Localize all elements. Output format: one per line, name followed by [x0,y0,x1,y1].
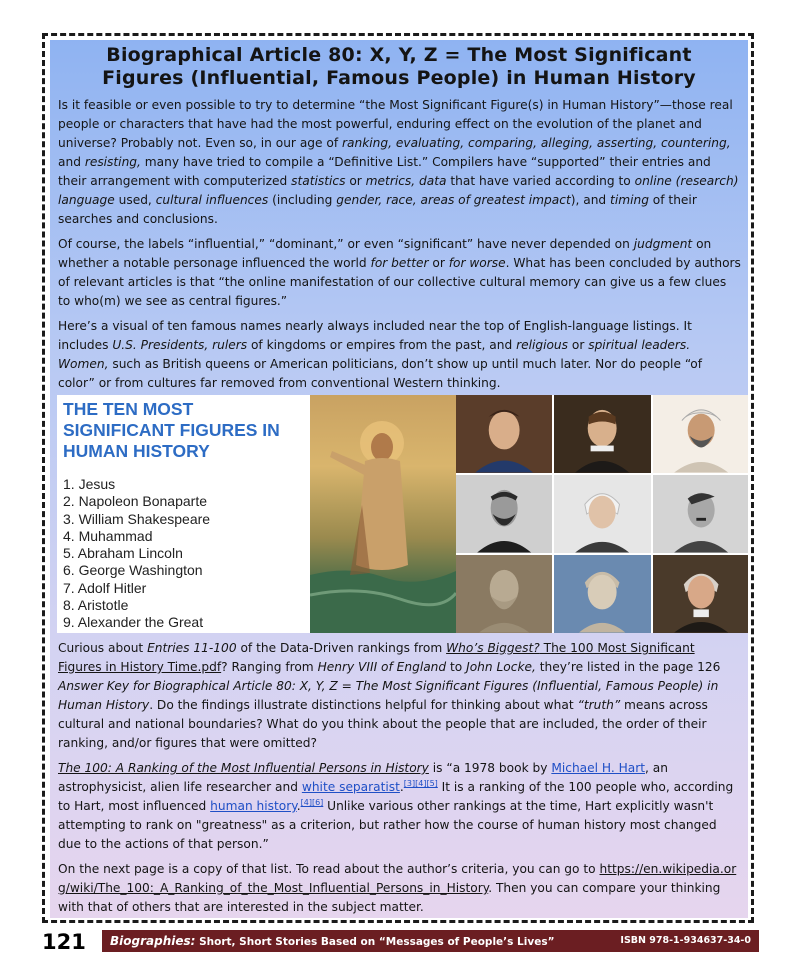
shakespeare-portrait [554,395,650,473]
portrait-grid [456,395,748,633]
page-footer [40,928,759,954]
ten-figures-list [63,476,310,633]
jefferson-portrait [653,555,748,633]
list-item: 8. Aristotle [63,597,129,614]
list-item: 3. William Shakespeare [63,510,211,527]
list-item: 5. Abraham Lincoln [63,545,183,562]
wikipedia-url-link[interactable]: https://en.wikipedia.org/wiki/The_100:_A_Ranking_of_the_Most_Influential_Persons_in_History [58,862,737,895]
alexander-bust [554,555,650,633]
ten-figures-list-panel [57,395,310,633]
footer-isbn: ISBN 978-1-934637-34-0 [620,935,751,946]
muhammad-portrait [653,395,748,473]
footer-series-title: Biographies: [110,934,196,948]
paragraph-intro: Is it feasible or even possible to try to determine “the Most Significant Figure(s) in Human History”—those real people or characters that have had the most powerful, enduring effect on the evolution of the planet and universe? Probably not. Even so, in our age of ranking, evaluating, comparing, alleging, asserting, countering, and resisting, many have tried to compile a “Definitive List.” Compilers have “supported” their entries and their arrangement with computerized statistics or metrics, data that have varied according to online (research) language used, cultural influences (including gender, race, areas of greatest impact), and timing of their searches and conclusions. [58,98,739,226]
article-body [50,96,748,393]
human-history-link[interactable]: human history [210,799,297,813]
list-item: 2. Napoleon Bonaparte [63,493,207,510]
lincoln-portrait [456,475,552,553]
footer-subtitle: Short, Short Stories Based on “Messages of People’s Lives” [199,936,555,948]
white-separatist-link[interactable]: white separatist [301,780,400,794]
list-item: 7. Adolf Hitler [63,579,147,596]
aristotle-bust [456,555,552,633]
list-item: 6. George Washington [63,562,203,579]
citation-4-6[interactable]: [4][6] [300,797,324,807]
article-panel [50,40,748,918]
hitler-portrait [653,475,748,553]
article-body-lower [50,639,748,917]
paragraph-labels: Of course, the labels “influential,” “dominant,” or even “significant” have never depended on judgment on whether a notable personage influenced the world for better or for worse. What has been concluded by authors of relevant articles is that “the online manifestation of our collective cultural memory can give us a few clues to who(m) we see as central figures.” [58,237,741,308]
citation-3-4-5[interactable]: [3][4][5] [403,778,438,788]
list-item: 1. Jesus [63,476,116,492]
list-item [63,632,310,633]
the-100-book-link[interactable]: The 100: A Ranking of the Most Influential Persons in History [58,761,429,775]
paragraph-the-100: The 100: A Ranking of the Most Influential Persons in History is “a 1978 book by Michael H. Hart, an astrophysicist, alien life researcher and white separatist.[3][4][5] It is a ranking of the 100 people who, according to Hart, most influenced human history.[4][6] Unlike various other rankings at the time, Hart explicitly wasn't attempting to rank on "greatness" as a criterion, but rather how the course of human history most changed due to the actions of that person.” [58,761,734,851]
napoleon-portrait [456,395,552,473]
michael-hart-link[interactable]: Michael H. Hart [551,761,646,775]
whos-biggest-link[interactable]: Who’s Biggest? The 100 Most Significant Figures in History Time.pdf [58,641,695,674]
jesus-painting-image [310,395,456,633]
ten-figures-heading: THE TEN MOST SIGNIFICANT FIGURES IN HUMAN HISTORY [63,399,280,461]
paragraph-curious: Curious about Entries 11-100 of the Data-Driven rankings from Who’s Biggest? The 100 Most Significant Figures in History Time.pdf? Ranging from Henry VIII of England to John Locke, they’re listed in the page 126 Answer Key for Biographical Article 80: X, Y, Z = The Most Significant Figures (Influential, Famous People) in Human History. Do the findings illustrate distinctions helpful for thinking about what “truth” means across cultural and national boundaries? What do you think about the people that are included, the order of their ranking, and/or figures that were omitted? [58,641,721,750]
page-number: 121 [42,930,86,954]
article-title [60,44,738,90]
paragraph-visual: Here’s a visual of ten famous names nearly always included near the top of English-language listings. It includes U.S. Presidents, rulers of kingdoms or empires from the past, and religious or spiritual leaders. Women, such as British queens or American politicians, don’t show up until much later. Nor do people “of color” or from cultures far removed from conventional Western thinking. [58,319,702,390]
paragraph-next-page: On the next page is a copy of that list. To read about the author’s criteria, you can go to https://en.wikipedia.org/wiki/The_100:_A_Ranking_of_the_Most_Influential_Persons_in_History. Then you can compare your thinking with that of others that are interested in the subject matter. [58,862,737,914]
washington-portrait [554,475,650,553]
ten-figures-image [57,395,740,633]
list-item: 4. Muhammad [63,527,153,544]
footer-bar [102,930,759,952]
list-item: 9. Alexander the Great [63,614,204,631]
title-line-2: Figures (Influential, Famous People) in Human History [102,67,696,89]
title-line-1: Biographical Article 80: X, Y, Z = The Most Significant [106,44,692,66]
